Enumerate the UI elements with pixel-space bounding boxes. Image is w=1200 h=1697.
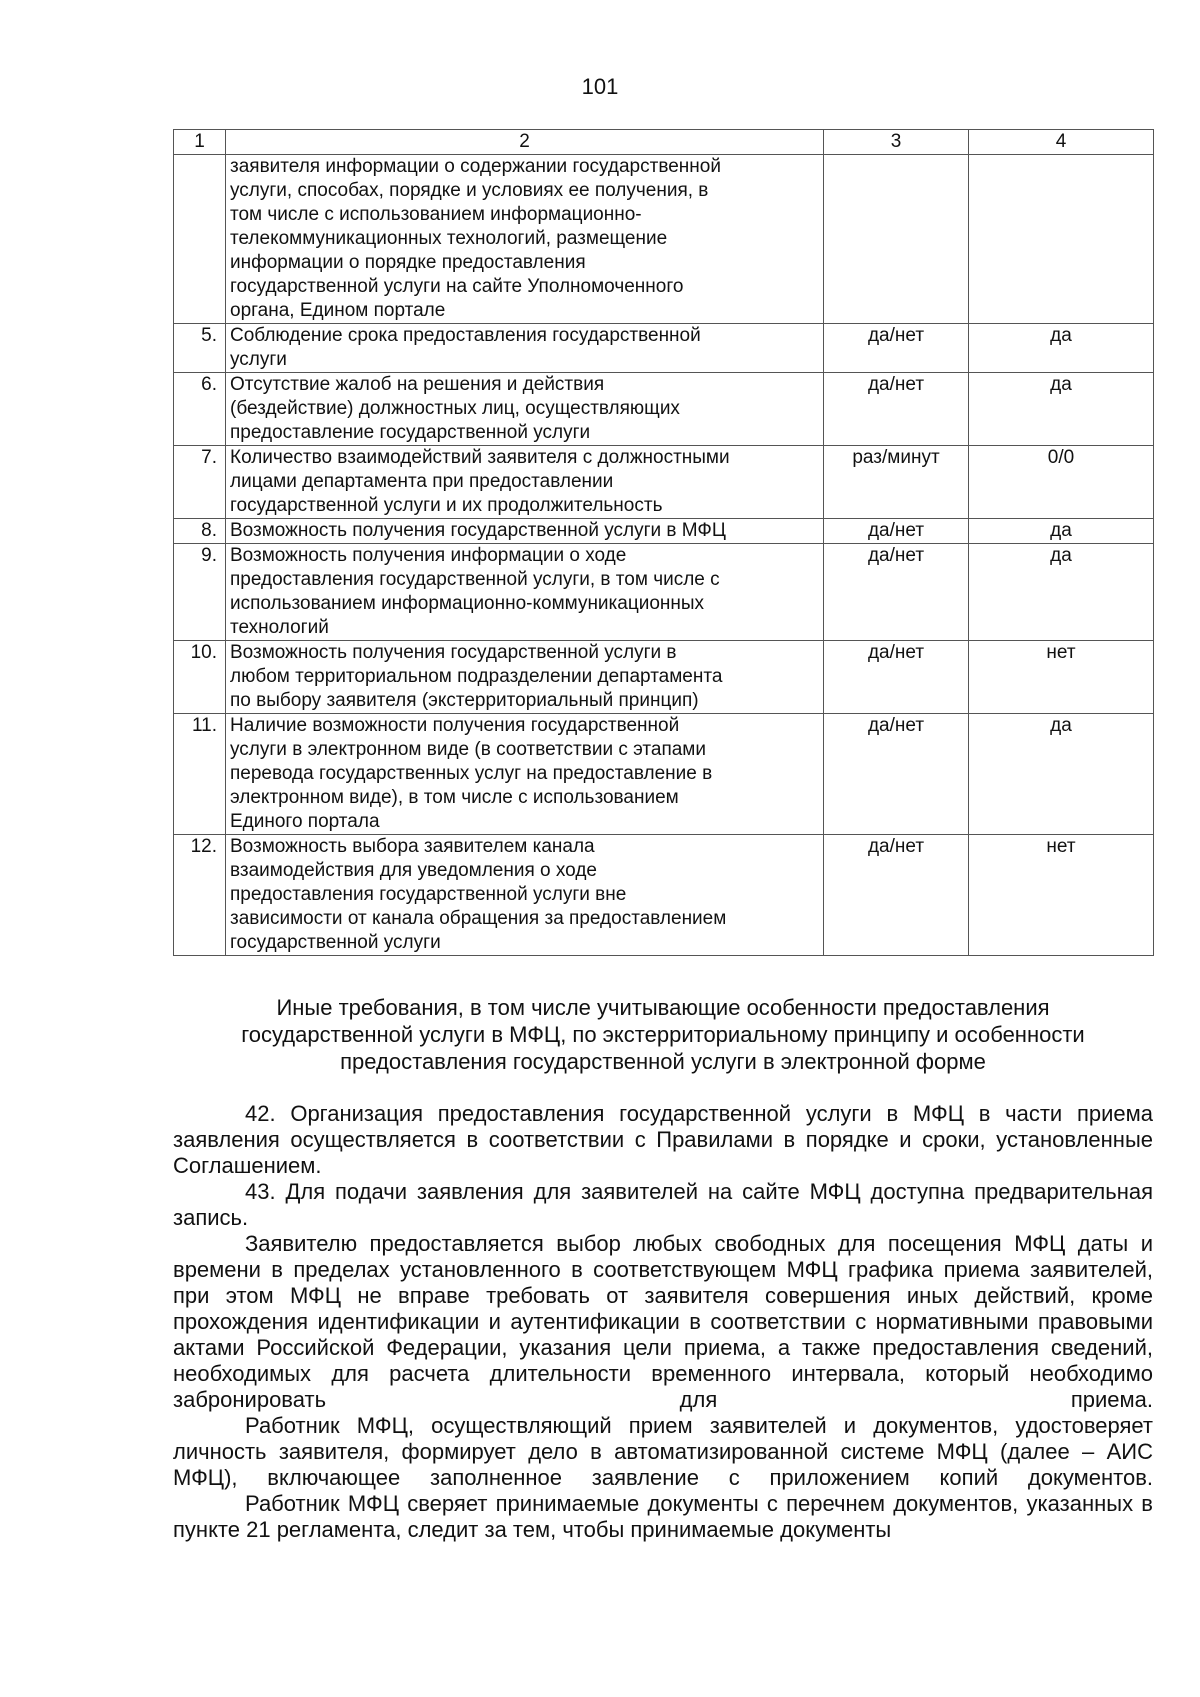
row-number: 12. <box>174 835 226 956</box>
header-col-4: 4 <box>969 130 1154 155</box>
row-unit: да/нет <box>824 324 969 373</box>
table-row <box>174 155 1154 324</box>
row-value: нет <box>969 835 1154 956</box>
row-description: Отсутствие жалоб на решения и действия (бездействие) должностных лиц, осуществляющих предоставление государственной услуги <box>226 373 824 446</box>
section-heading: Иные требования, в том числе учитывающие особенности предоставления государственной услуги в МФЦ, по экстерриториальному принципу и особенности предоставления государственной услуги в электронной форме <box>241 995 1085 1074</box>
row-value: да <box>969 714 1154 835</box>
row-description: Возможность получения информации о ходе предоставления государственной услуги, в том числе с использованием информационно-коммуникационных технологий <box>226 544 824 641</box>
row-unit <box>824 155 969 324</box>
table-row <box>174 714 1154 835</box>
row-unit: да/нет <box>824 641 969 714</box>
table-row <box>174 835 1154 956</box>
row-value: да <box>969 544 1154 641</box>
header-col-1: 1 <box>174 130 226 155</box>
row-value: да <box>969 373 1154 446</box>
row-unit: да/нет <box>824 373 969 446</box>
row-value: да <box>969 324 1154 373</box>
header-col-2: 2 <box>226 130 824 155</box>
paragraph-reception: Работник МФЦ, осуществляющий прием заявителей и документов, удостоверяет личность заявителя, формирует дело в автоматизированной системе МФЦ (далее – АИС МФЦ), включающее заполненное заявление с приложением копий документов. <box>173 1413 1153 1490</box>
table-row <box>174 641 1154 714</box>
table-row <box>174 324 1154 373</box>
row-number: 10. <box>174 641 226 714</box>
row-value: 0/0 <box>969 446 1154 519</box>
body-text <box>173 1101 1153 1543</box>
row-number <box>174 155 226 324</box>
row-unit: да/нет <box>824 519 969 544</box>
row-description: Соблюдение срока предоставления государственной услуги <box>226 324 824 373</box>
row-number: 5. <box>174 324 226 373</box>
row-number: 6. <box>174 373 226 446</box>
row-unit: да/нет <box>824 714 969 835</box>
row-value: нет <box>969 641 1154 714</box>
table-row <box>174 519 1154 544</box>
row-description: Наличие возможности получения государственной услуги в электронном виде (в соответствии с этапами перевода государственных услуг на предоставление в электронном виде), в том числе с использованием Единого портала <box>226 714 824 835</box>
row-unit: да/нет <box>824 544 969 641</box>
row-description: Возможность выбора заявителем канала взаимодействия для уведомления о ходе предоставления государственной услуги вне зависимости от канала обращения за предоставлением государственной услуги <box>226 835 824 956</box>
indicators-table <box>173 129 1154 956</box>
row-unit: раз/минут <box>824 446 969 519</box>
paragraph-42: 42. Организация предоставления государственной услуги в МФЦ в части приема заявления осуществляется в соответствии с Правилами в порядке и сроки, установленные Соглашением. <box>173 1101 1153 1178</box>
row-number: 9. <box>174 544 226 641</box>
row-number: 11. <box>174 714 226 835</box>
row-value: да <box>969 519 1154 544</box>
row-unit: да/нет <box>824 835 969 956</box>
row-description: Возможность получения государственной услуги в любом территориальном подразделении департамента по выбору заявителя (экстерриториальный принцип) <box>226 641 824 714</box>
row-description: Возможность получения государственной услуги в МФЦ <box>226 519 824 544</box>
row-description: заявителя информации о содержании государственной услуги, способах, порядке и условиях ее получения, в том числе с использованием информационно- телекоммуникационных технологий, размещение информации о порядке предоставления государственной услуги на сайте Уполномоченного органа, Едином портале <box>226 155 824 324</box>
page-number: 101 <box>581 74 619 99</box>
row-number: 7. <box>174 446 226 519</box>
paragraph-verification: Работник МФЦ сверяет принимаемые документы с перечнем документов, указанных в пункте 21 регламента, следит за тем, чтобы принимаемые документы <box>173 1491 1153 1542</box>
row-value <box>969 155 1154 324</box>
paragraph-booking: Заявителю предоставляется выбор любых свободных для посещения МФЦ даты и времени в пределах установленного в соответствующем МФЦ графика приема заявителей, при этом МФЦ не вправе требовать от заявителя совершения иных действий, кроме прохождения идентификации и аутентификации в соответствии с нормативными правовыми актами Российской Федерации, указания цели приема, а также предоставления сведений, необходимых для расчета длительности временного интервала, который необходимо забронировать для приема. <box>173 1231 1153 1412</box>
table-row <box>174 544 1154 641</box>
table-row <box>174 446 1154 519</box>
paragraph-43: 43. Для подачи заявления для заявителей на сайте МФЦ доступна предварительная запись. <box>173 1179 1153 1230</box>
header-col-3: 3 <box>824 130 969 155</box>
table-header-row <box>174 130 1154 155</box>
table-row <box>174 373 1154 446</box>
row-description: Количество взаимодействий заявителя с должностными лицами департамента при предоставлении государственной услуги и их продолжительность <box>226 446 824 519</box>
row-number: 8. <box>174 519 226 544</box>
